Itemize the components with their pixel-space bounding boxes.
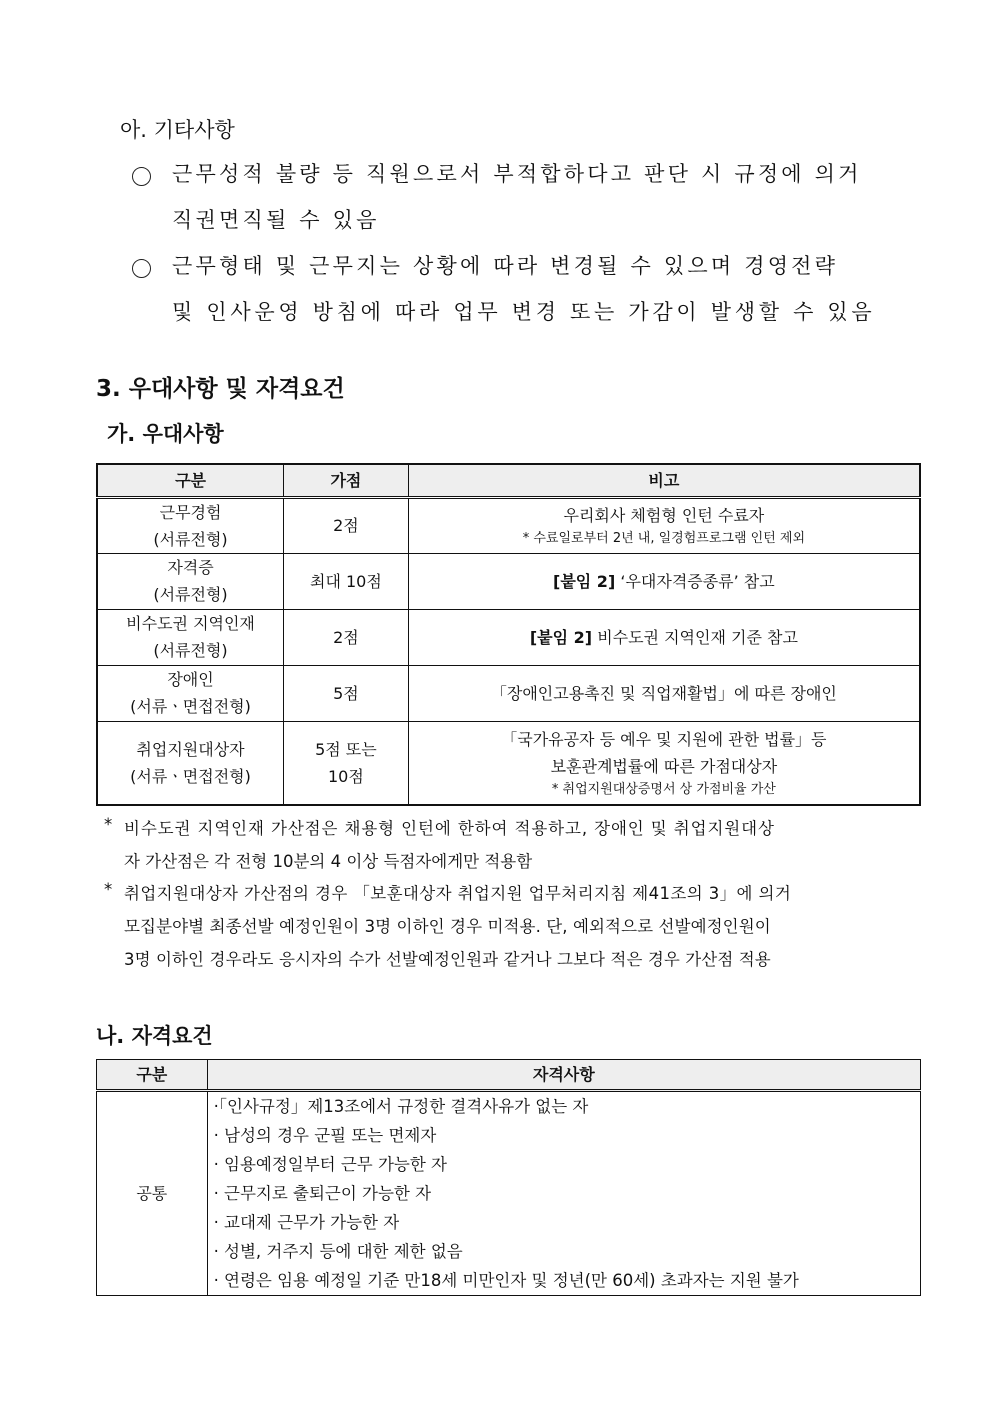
points-cell: 2점 [284,497,409,553]
table-header: 자격사항 [207,1060,920,1091]
table-row [97,665,920,721]
note-cell: 우리회사 체험형 인턴 수료자 [563,506,765,525]
circle-bullet-icon [132,167,151,186]
category-cell: 자격증 [167,558,214,577]
footnote-marker: * [104,880,113,899]
category-stage: (서류ㆍ면접전형) [130,766,251,786]
table-header: 구분 [97,464,284,497]
table-header: 가점 [284,464,409,497]
table-row [97,609,920,665]
category-stage: (서류ㆍ면접전형) [130,697,251,716]
category-cell: 장애인 [167,670,214,689]
points-cell: 2점 [284,609,409,665]
footnote-text: 3명 이하인 경우라도 응시자의 수가 선발예정인원과 같거나 그보다 적은 경우 가산점 적용 [124,950,771,969]
points-cell: 10점 [327,766,364,786]
points-cell: 5점 [284,665,409,721]
preference-table [96,463,921,806]
attachment-ref: [붙임 2] [529,627,593,647]
qualification-table [96,1059,921,1296]
table-header: 비고 [408,464,920,497]
attachment-ref: [붙임 2] [553,571,616,591]
bullet-text: 및 인사운영 방침에 따라 업무 변경 또는 가감이 발생할 수 있음 [172,300,876,324]
bullet-item [132,158,922,238]
category-stage: (서류전형) [153,585,228,604]
category-cell: 취업지원대상자 [136,739,245,759]
note-cell: 비수도권 지역인재 기준 참고 [597,627,798,647]
list-item: · 교대제 근무가 가능한 자 [213,1213,400,1232]
footnote-marker: * [104,815,113,834]
note-footnote: * 취업지원대상증명서 상 가점비율 가산 [551,781,776,797]
points-cell: 5점 또는 [315,739,377,759]
footnote-text: 취업지원대상자 가산점의 경우 「보훈대상자 취업지원 업무처리지침 제41조의 3」에 의거 [124,884,792,903]
category-cell: 비수도권 지역인재 [126,614,255,633]
note-cell: 「국가유공자 등 예우 및 지원에 관한 법률」등 [501,729,827,749]
footnote-text: 모집분야별 최종선발 예정인원이 3명 이하인 경우 미적용. 단, 예외적으로 선발예정인원이 [124,917,771,936]
footnote-text: 자 가산점은 각 전형 10분의 4 이상 득점자에게만 적용함 [124,852,533,871]
table-row [97,721,920,805]
note-cell: ‘우대자격증종류’ 참고 [620,571,775,591]
bullet-text: 근무성적 불량 등 직원으로서 부적합하다고 판단 시 규정에 의거 [172,162,862,186]
subsection-heading: 나. 자격요건 [96,1024,213,1048]
points-cell: 최대 10점 [284,553,409,609]
list-item: · 성별, 거주지 등에 대한 제한 없음 [213,1242,463,1261]
bullet-text: 직권면직될 수 있음 [172,208,380,232]
category-stage: (서류전형) [153,529,228,549]
bullet-text: 근무형태 및 근무지는 상황에 따라 변경될 수 있으며 경영전략 [172,254,839,278]
table-row [97,553,920,609]
category-cell: 공통 [97,1091,208,1296]
bullet-item [132,250,922,330]
table-row [97,497,920,553]
footnote-text: 비수도권 지역인재 가산점은 채용형 인턴에 한하여 적용하고, 장애인 및 취업지원대상 [124,819,775,838]
note-footnote: * 수료일로부터 2년 내, 일경험프로그램 인턴 제외 [522,531,806,546]
section-heading: 3. 우대사항 및 자격요건 [96,376,345,402]
note-cell: 보훈관계법률에 따른 가점대상자 [550,756,778,776]
table-header: 구분 [97,1060,208,1091]
list-item: · 남성의 경우 군필 또는 면제자 [213,1126,437,1145]
subsection-heading: 가. 우대사항 [107,422,224,446]
table-row [97,1091,921,1296]
list-item: · 임용예정일부터 근무 가능한 자 [213,1155,447,1174]
category-stage: (서류전형) [153,641,228,660]
circle-bullet-icon [132,259,151,278]
list-item: · 근무지로 출퇴근이 가능한 자 [213,1184,432,1203]
section-title-etc: 아. 기타사항 [120,118,235,142]
note-cell: 「장애인고용촉진 및 직업재활법」에 따른 장애인 [408,665,920,721]
category-cell: 근무경험 [159,502,222,522]
list-item: ·「인사규정」제13조에서 규정한 결격사유가 없는 자 [213,1097,589,1116]
list-item: · 연령은 임용 예정일 기준 만18세 미만인자 및 정년(만 60세) 초과자는 지원 불가 [213,1271,799,1290]
